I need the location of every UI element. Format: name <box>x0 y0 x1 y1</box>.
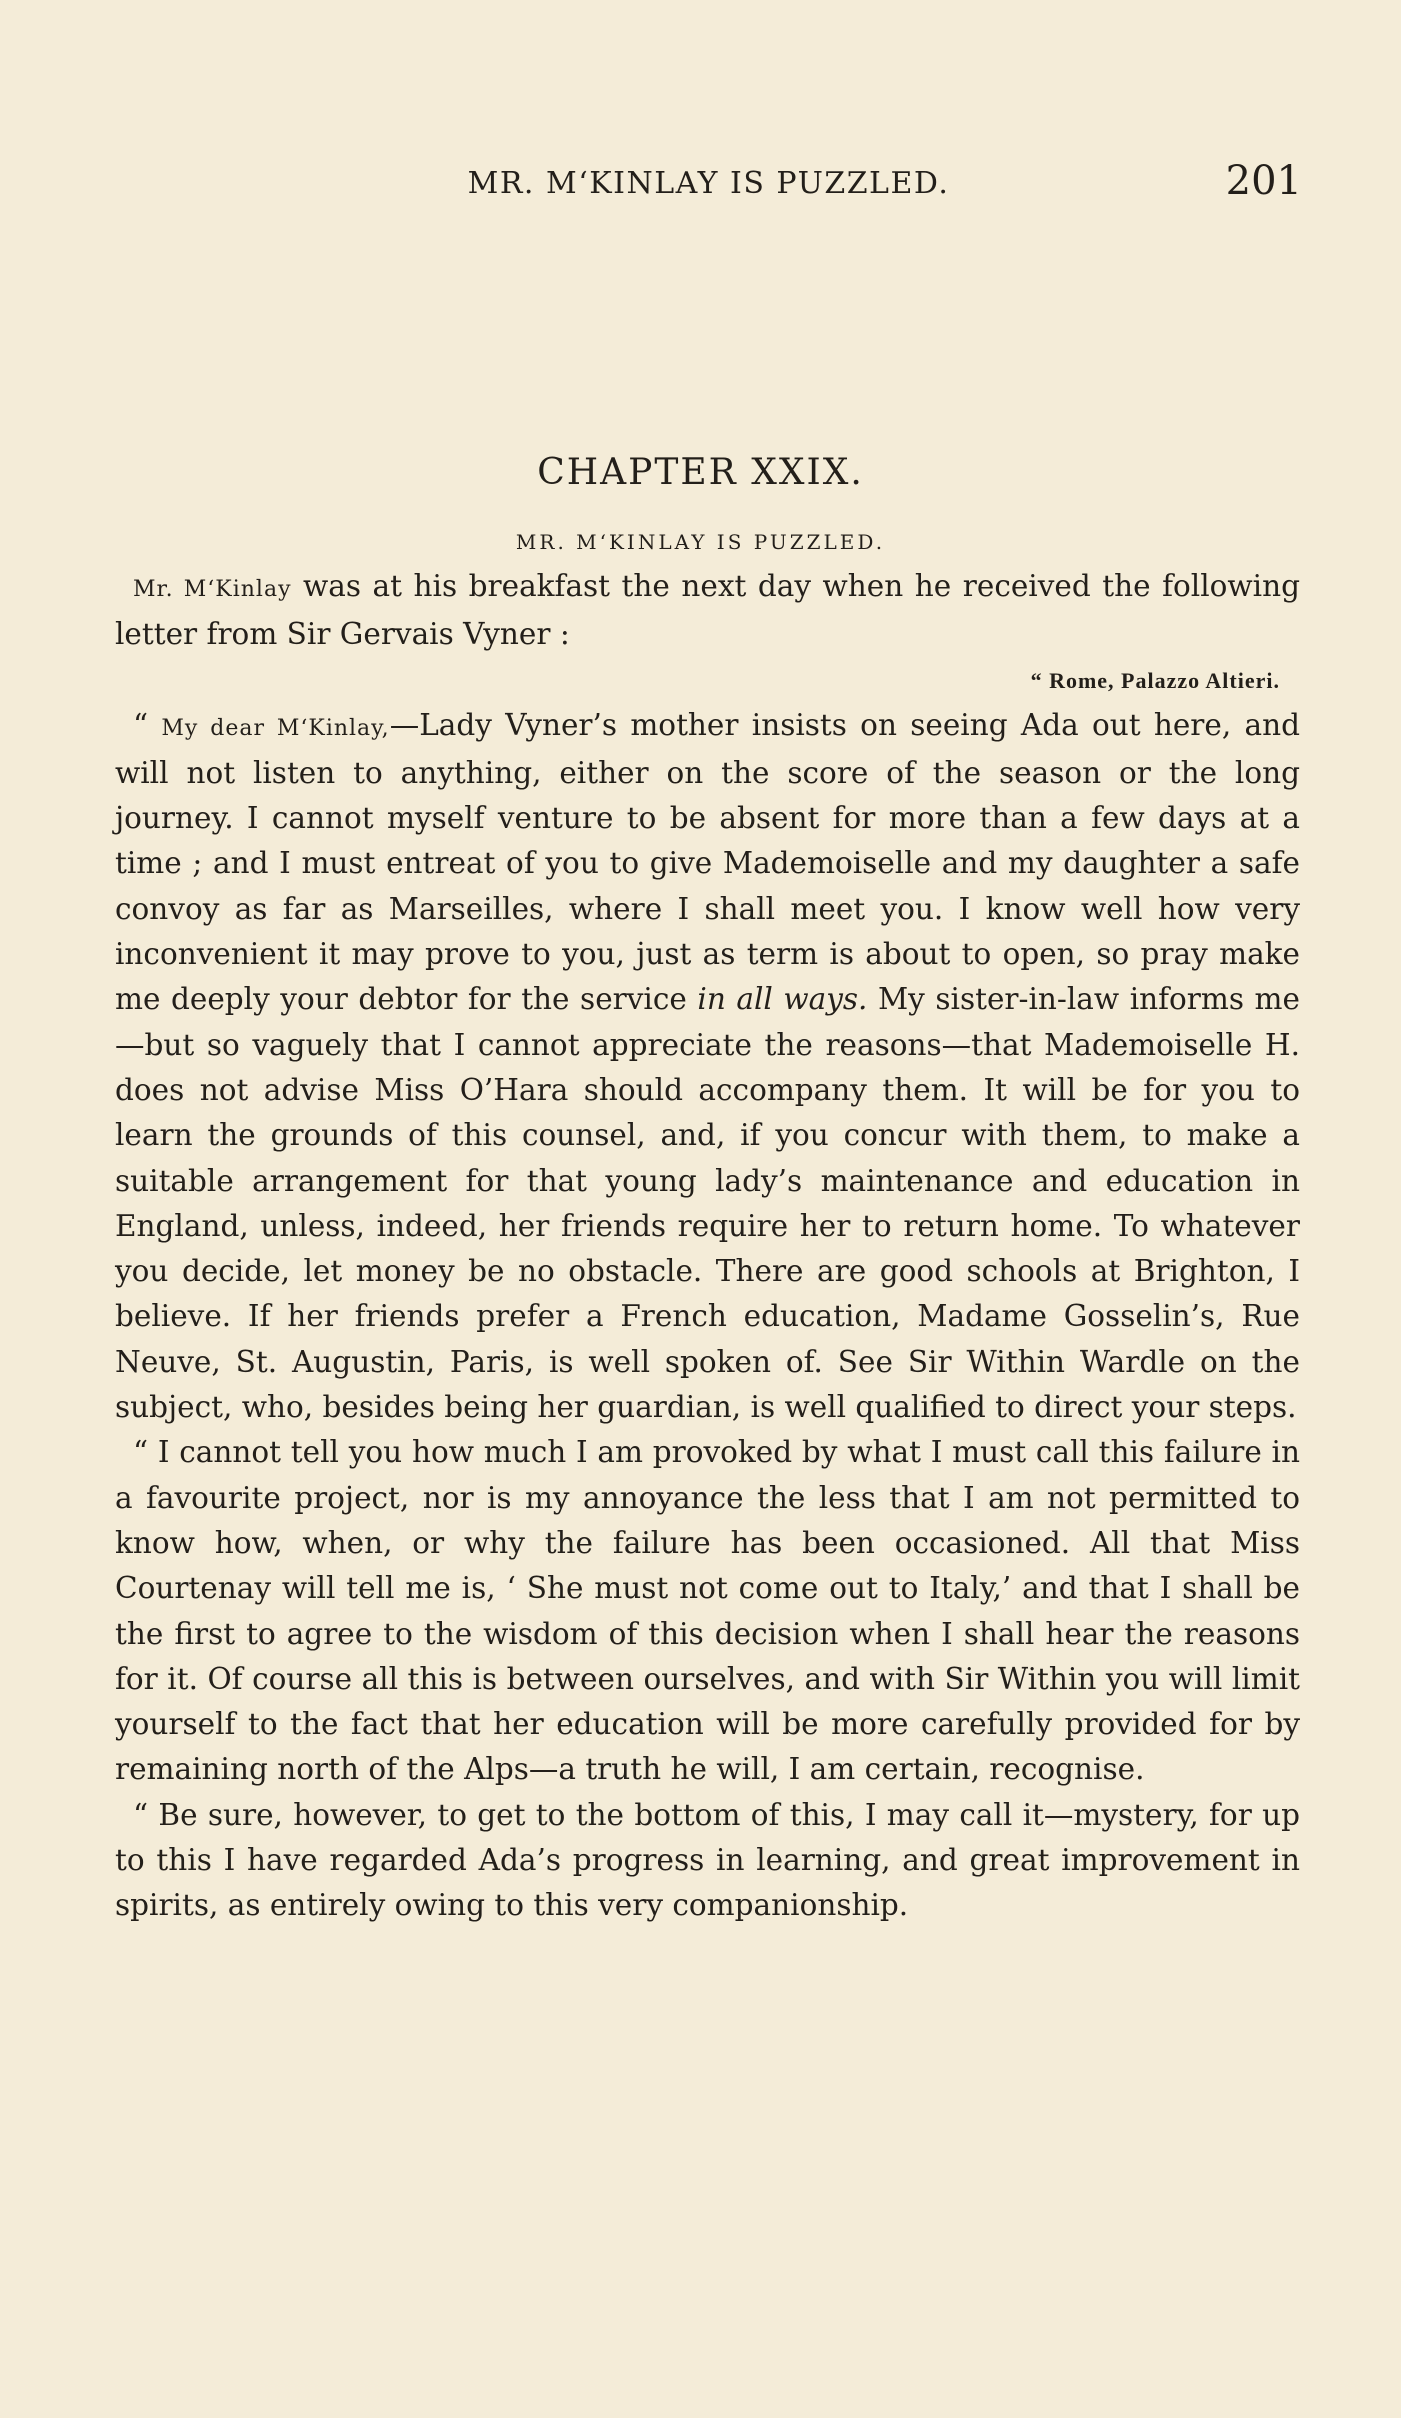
running-title: MR. M‘KINLAY IS PUZZLED. <box>467 166 950 201</box>
chapter-title: CHAPTER XXIX. <box>537 452 864 493</box>
body-text <box>115 564 1300 1929</box>
letter-dateline: “ Rome, Palazzo Altieri. <box>1030 667 1280 693</box>
paragraph-2-text-a: —Lady Vyner’s mother insists on seeing Ada out here, and will not listen to anything, either on the score of the season or the long journey. I cannot myself venture to be absent for more than a few days at a time ; and I must entreat of you to give Mademoiselle and my daughter a safe convoy as far as Marseilles, where I shall meet you. I know well how very inconvenient it may prove to you, just as term is about to open, so pray make me deeply your debtor for the service <box>115 707 1300 1017</box>
paragraph-1 <box>115 564 1300 658</box>
paragraph-2-open-quote: “ <box>133 707 162 742</box>
paragraph-1-lead: Mr. M‘Kinlay <box>133 577 292 602</box>
paragraph-1-text: was at his breakfast the next day when he received the following letter from Sir Gervais Vyner : <box>115 569 1300 652</box>
paragraph-4: “ Be sure, however, to get to the bottom of this, I may call it—mystery, for up to this I have regarded Ada’s progress in learning, and great improvement in spirits, as entirely owing to this very companionship. <box>115 1797 1300 1923</box>
page-number: 201 <box>1225 158 1302 204</box>
paragraph-3: “ I cannot tell you how much I am provoked by what I must call this failure in a favourite project, nor is my annoyance the less that I am not permitted to know how, when, or why the failure has been occasioned. All that Miss Courtenay will tell me is, ‘ She must not come out to Italy,’ and that I shall be the first to agree to the wisdom of this decision when I shall hear the reasons for it. Of course all this is between ourselves, and with Sir Within you will limit yourself to the fact that her education will be more carefully provided for by remaining north of the Alps—a truth he will, I am certain, recognise. <box>115 1435 1300 1787</box>
paragraph-2 <box>115 703 1300 1431</box>
letter-salutation: My dear M‘Kinlay, <box>161 715 390 741</box>
running-header <box>115 158 1302 208</box>
paragraph-2-text-b: My sister-in-law informs me—but so vaguely that I cannot appreciate the reasons—that Mademoiselle H. does not advise Miss O’Hara should accompany them. It will be for you to learn the grounds of this counsel, and, if you concur with them, to make a suitable arrangement for that young lady’s maintenance and education in England, unless, indeed, her friends require her to return home. To whatever you decide, let money be no obstacle. There are good schools at Brighton, I believe. If her friends prefer a French education, Madame Gosselin’s, Rue Neuve, St. Augustin, Paris, is well spoken of. See Sir Within Wardle on the subject, who, besides being her guardian, is well qualified to direct your steps. <box>115 982 1300 1425</box>
paragraph-2-italic: in all ways. <box>697 982 868 1017</box>
chapter-subtitle: MR. M‘KINLAY IS PUZZLED. <box>515 530 886 554</box>
